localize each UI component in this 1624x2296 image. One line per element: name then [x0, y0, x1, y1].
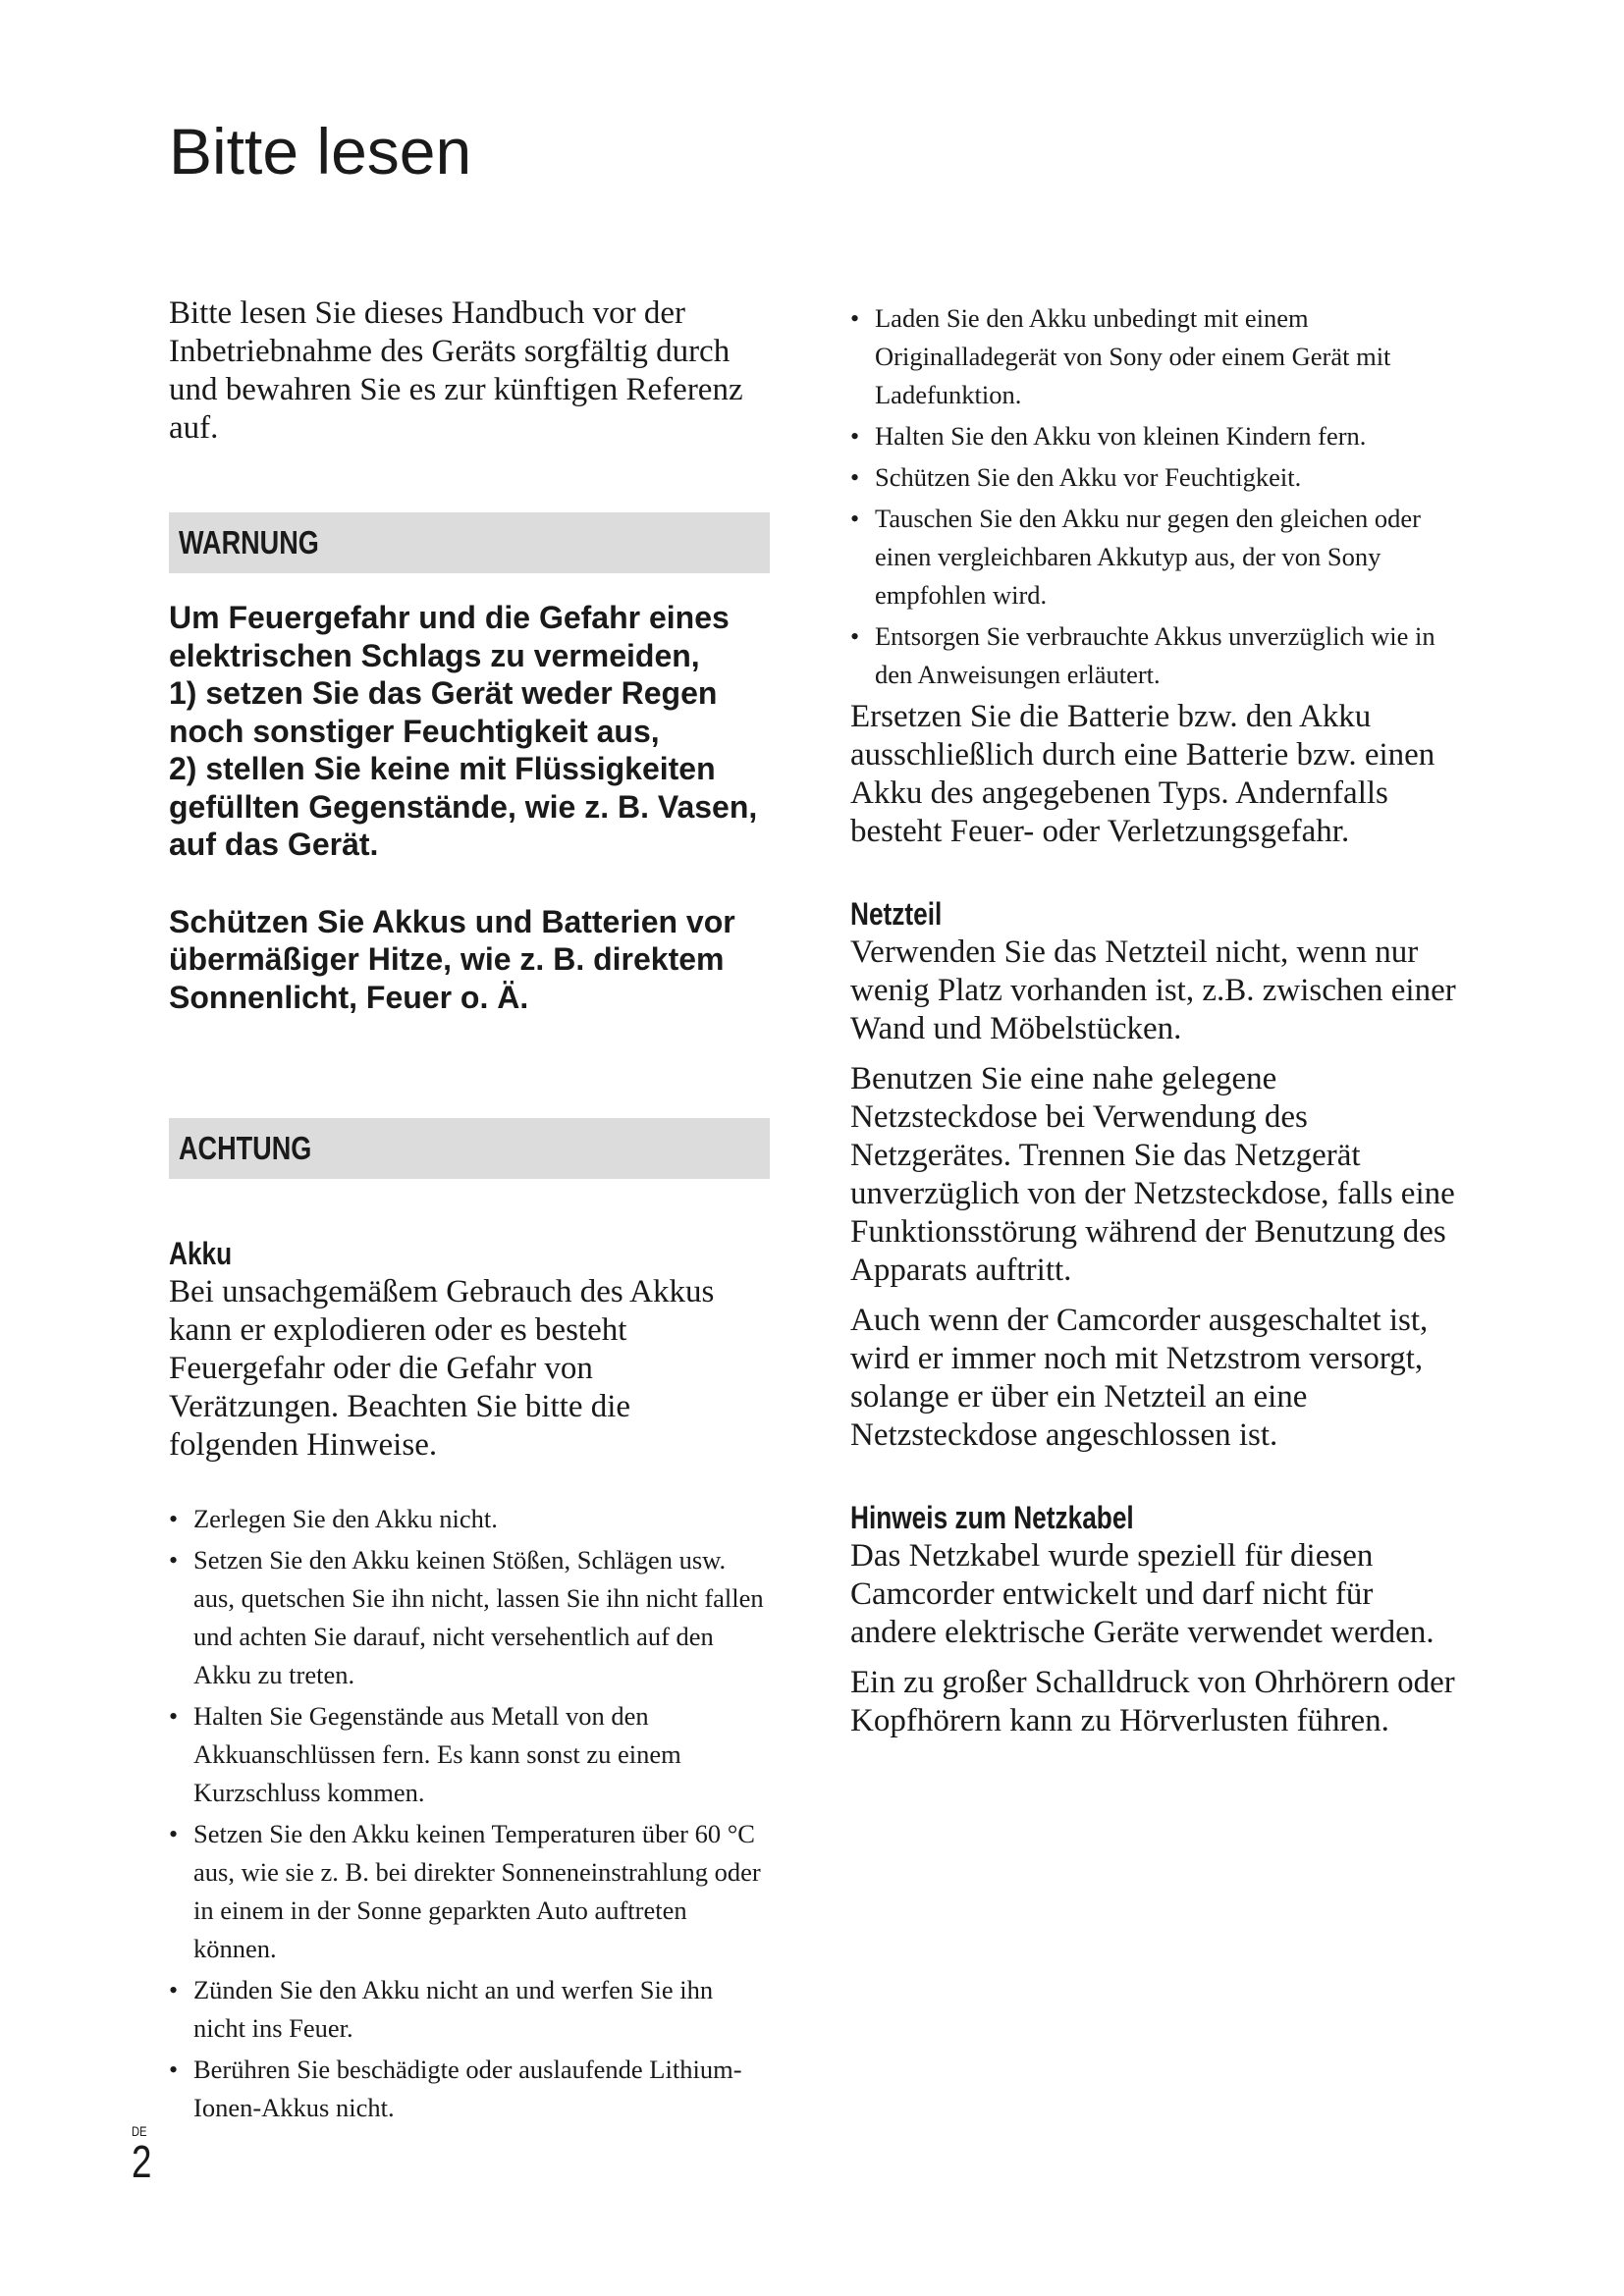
netzteil-paragraph-3: Auch wenn der Camcorder ausgeschaltet ist, wird er immer noch mit Netzstrom versorgt, solange er über ein Netzteil an eine Netzsteckdose angeschlossen ist.: [850, 1303, 1429, 1453]
warning-line: übermäßiger Hitze, wie z. B. direktem: [169, 941, 725, 977]
battery-bullet-list: [850, 299, 1459, 694]
list-item: • Zerlegen Sie den Akku nicht.: [169, 1500, 770, 1538]
netzteil-heading-label: Netzteil: [850, 896, 943, 932]
left-column: [169, 294, 770, 2130]
akku-heading: [169, 1234, 770, 1273]
battery-replace-paragraph: Ersetzen Sie die Batterie bzw. den Akku ausschließlich durch eine Batterie bzw. einen Akku des angegebenen Typs. Andernfalls besteht Feuer- oder Verletzungsgefahr.: [850, 699, 1435, 849]
language-code: DE: [132, 2123, 147, 2139]
warning-paragraph-2: [169, 903, 770, 1017]
akku-paragraph: Bei unsachgemäßem Gebrauch des Akkus kann er explodieren oder es besteht Feuergefahr oder die Gefahr von Verätzungen. Beachten Sie bitte die folgenden Hinweise.: [169, 1274, 715, 1463]
right-column: [850, 299, 1459, 1740]
list-item: • Berühren Sie beschädigte oder auslaufende Lithium-Ionen-Akkus nicht.: [169, 2051, 770, 2127]
list-item: • Laden Sie den Akku unbedingt mit einem Originalladegerät von Sony oder einem Gerät mit Ladefunktion.: [850, 299, 1459, 414]
netzkabel-paragraph-2: Ein zu großer Schalldruck von Ohrhörern oder Kopfhörern kann zu Hörverlusten führen.: [850, 1665, 1455, 1738]
netzkabel-heading-label: Hinweis zum Netzkabel: [850, 1500, 1134, 1535]
warning-line: 1) setzen Sie das Gerät weder Regen: [169, 675, 718, 711]
list-item: • Schützen Sie den Akku vor Feuchtigkeit.: [850, 458, 1459, 497]
warning-line: noch sonstiger Feuchtigkeit aus,: [169, 713, 660, 749]
list-item: • Halten Sie Gegenstände aus Metall von den Akkuanschlüssen fern. Es kann sonst zu einem Kurzschluss kommen.: [169, 1697, 770, 1812]
list-item: • Setzen Sie den Akku keinen Stößen, Schlägen usw. aus, quetschen Sie ihn nicht, lassen Sie ihn nicht fallen und achten Sie darauf, nicht versehentlich auf den Akku zu treten.: [169, 1541, 770, 1694]
intro-paragraph: Bitte lesen Sie dieses Handbuch vor der Inbetriebnahme des Geräts sorgfältig durch und bewahren Sie es zur künftigen Referenz auf.: [169, 295, 743, 446]
warning-line: Sonnenlicht, Feuer o. Ä.: [169, 979, 529, 1015]
caution-header-label: ACHTUNG: [179, 1130, 312, 1166]
page-number-block: [132, 2123, 157, 2187]
warning-line: Schützen Sie Akkus und Batterien vor: [169, 903, 735, 939]
netzteil-heading: [850, 894, 1459, 934]
list-item: • Zünden Sie den Akku nicht an und werfen Sie ihn nicht ins Feuer.: [169, 1971, 770, 2048]
page-title: Bitte lesen: [169, 115, 472, 187]
list-item: • Tauschen Sie den Akku nur gegen den gleichen oder einen vergleichbaren Akkutyp aus, der von Sony empfohlen wird.: [850, 500, 1459, 614]
list-item: • Entsorgen Sie verbrauchte Akkus unverzüglich wie in den Anweisungen erläutert.: [850, 617, 1459, 694]
warning-header-label: WARNUNG: [179, 524, 319, 561]
netzteil-paragraph-2: Benutzen Sie eine nahe gelegene Netzsteckdose bei Verwendung des Netzgerätes. Trennen Sie das Netzgerät unverzüglich von der Netzsteckdose, falls eine Funktionsstörung während der Benutzung des Apparats auftritt.: [850, 1061, 1455, 1288]
page-number: 2: [132, 2136, 152, 2187]
akku-bullet-list: [169, 1500, 770, 2127]
netzkabel-paragraph-1: Das Netzkabel wurde speziell für diesen Camcorder entwickelt und darf nicht für andere elektrische Geräte verwendet werden.: [850, 1538, 1435, 1650]
caution-header: [169, 1118, 770, 1179]
warning-line: gefüllten Gegenstände, wie z. B. Vasen,: [169, 788, 758, 825]
warning-line: Um Feuergefahr und die Gefahr eines: [169, 600, 730, 635]
warning-line: elektrischen Schlags zu vermeiden,: [169, 637, 700, 673]
netzteil-paragraph-1: Verwenden Sie das Netzteil nicht, wenn nur wenig Platz vorhanden ist, z.B. zwischen einer Wand und Möbelstücken.: [850, 934, 1456, 1046]
akku-heading-label: Akku: [169, 1236, 233, 1271]
netzkabel-heading: [850, 1498, 1459, 1537]
warning-header: [169, 512, 770, 573]
list-item: • Halten Sie den Akku von kleinen Kindern fern.: [850, 417, 1459, 455]
warning-line: auf das Gerät.: [169, 827, 379, 862]
warning-paragraph-1: [169, 599, 770, 864]
warning-line: 2) stellen Sie keine mit Flüssigkeiten: [169, 751, 716, 786]
list-item: • Setzen Sie den Akku keinen Temperaturen über 60 °C aus, wie sie z. B. bei direkter Sonneneinstrahlung oder in einem in der Sonne geparkten Auto auftreten können.: [169, 1815, 770, 1968]
